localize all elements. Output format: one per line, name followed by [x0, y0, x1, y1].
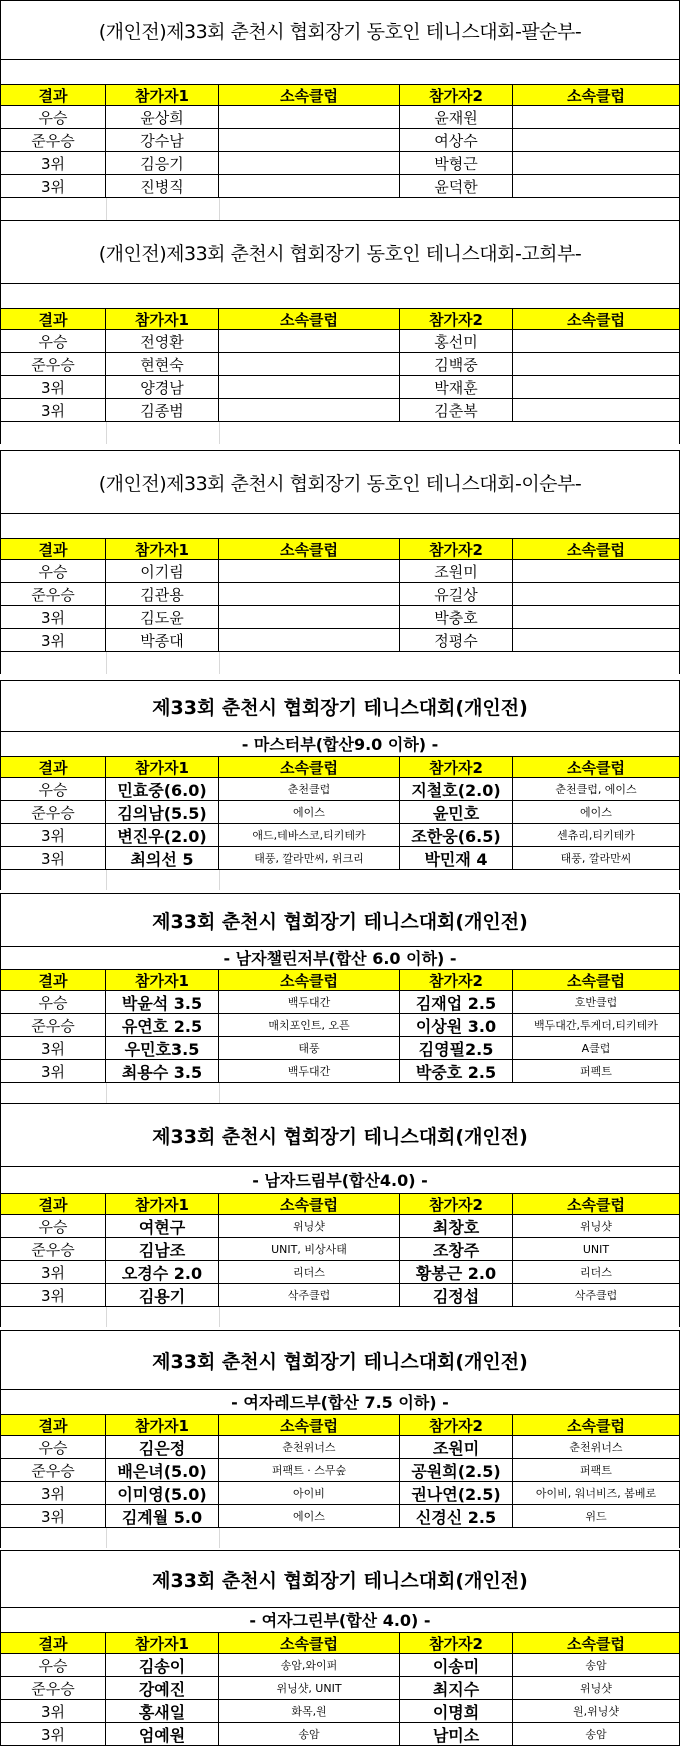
header-player1: 참가자1 — [106, 1415, 219, 1435]
division-subtitle: - 여자그린부(합산 4.0) - — [249, 1610, 431, 1630]
player1-cell: 최의선 5 — [106, 847, 219, 869]
table-row — [1, 152, 679, 175]
player2-cell: 황봉근 2.0 — [400, 1261, 513, 1283]
gridline — [106, 1528, 107, 1548]
club1-cell: UNIT, 비상사태 — [219, 1238, 400, 1260]
club2-cell: 위닝샷 — [580, 1682, 612, 1695]
division-title: 제33회 춘천시 협회장기 테니스대회(개인전) — [1, 1550, 679, 1608]
club1-cell — [219, 583, 400, 605]
player1-cell: 김남조 — [106, 1238, 219, 1260]
player1-cell: 이미영(5.0) — [106, 1482, 219, 1504]
result-cell: 3위 — [1, 629, 106, 651]
table-row — [1, 1723, 679, 1746]
result-cell: 우승 — [1, 1215, 106, 1237]
club2-cell: 송암 — [585, 1659, 607, 1672]
division-title: (개인전)제33회 춘천시 협회장기 동호인 테니스대회-팔순부- — [1, 0, 679, 60]
result-cell: 우승 — [1, 1654, 106, 1676]
club2-cell: 원,위닝샷 — [572, 1705, 619, 1718]
club1-cell: 화목,원 — [219, 1700, 400, 1722]
header-player2: 참가자2 — [400, 1194, 513, 1214]
gridline — [219, 1528, 220, 1548]
player2-cell: 박충호 — [400, 606, 513, 628]
header-club1: 소속클럽 — [219, 1633, 400, 1653]
header-club2: 소속클럽 — [567, 86, 625, 105]
gridline — [219, 422, 220, 444]
result-cell: 3위 — [1, 152, 106, 174]
result-cell: 3위 — [1, 399, 106, 421]
club1-cell: 태풍, 깔라만씨, 위크리 — [219, 847, 400, 869]
player2-cell: 홍선미 — [400, 330, 513, 352]
header-result: 결과 — [1, 1194, 106, 1214]
header-player2: 참가자2 — [400, 970, 513, 990]
club2-cell: UNIT — [582, 1242, 610, 1256]
player1-cell: 홍새일 — [106, 1700, 219, 1722]
table-row — [1, 1037, 679, 1060]
division-subtitle: - 남자챌린저부(합산 6.0 이하) - — [223, 948, 457, 968]
club1-cell: 송암,와이퍼 — [219, 1654, 400, 1676]
result-cell: 3위 — [1, 1037, 106, 1059]
table-header — [1, 1193, 679, 1215]
player2-cell: 최창호 — [400, 1215, 513, 1237]
table-row — [1, 175, 679, 198]
club1-cell: 춘천클럽 — [219, 778, 400, 800]
player2-cell: 윤덕한 — [400, 175, 513, 197]
result-cell: 우승 — [1, 1436, 106, 1458]
division-title: 제33회 춘천시 협회장기 테니스대회(개인전) — [1, 893, 679, 947]
club2-cell — [513, 376, 679, 398]
result-cell: 준우승 — [1, 1238, 106, 1260]
club1-cell — [219, 353, 400, 375]
division-title: 제33회 춘천시 협회장기 테니스대회(개인전) — [1, 680, 679, 732]
club1-cell: 퍼팩트 · 스무숲 — [219, 1459, 400, 1481]
header-player2: 참가자2 — [400, 1633, 513, 1653]
table-row — [1, 1677, 679, 1700]
header-club1: 소속클럽 — [219, 1415, 400, 1435]
player2-cell: 조한웅(6.5) — [400, 824, 513, 846]
result-cell: 3위 — [1, 824, 106, 846]
header-player1: 참가자1 — [106, 539, 219, 559]
club2-cell: 센츄리,티키테카 — [557, 829, 635, 842]
club1-cell: 위닝샷, UNIT — [219, 1677, 400, 1699]
table-row — [1, 1014, 679, 1037]
division-subtitle: - 여자레드부(합산 7.5 이하) - — [231, 1392, 449, 1412]
result-cell: 3위 — [1, 1700, 106, 1722]
club1-cell: 매치포인트, 오픈 — [219, 1014, 400, 1036]
club1-cell — [219, 560, 400, 582]
player1-cell: 김관용 — [106, 583, 219, 605]
club1-cell: 백두대간 — [219, 991, 400, 1013]
gridline — [106, 422, 107, 444]
player1-cell: 변진우(2.0) — [106, 824, 219, 846]
division-subtitle: - 남자드림부(합산4.0) - — [252, 1170, 428, 1190]
club1-cell: 에이스 — [219, 1505, 400, 1527]
table-row — [1, 330, 679, 353]
result-cell: 준우승 — [1, 801, 106, 823]
header-club1: 소속클럽 — [219, 1194, 400, 1214]
result-cell: 3위 — [1, 1060, 106, 1082]
player2-cell: 윤민호 — [400, 801, 513, 823]
header-player2: 참가자2 — [400, 309, 513, 329]
header-club1: 소속클럽 — [219, 85, 400, 105]
gridline — [219, 870, 220, 890]
header-club1: 소속클럽 — [219, 757, 400, 777]
player2-cell: 이송미 — [400, 1654, 513, 1676]
player1-cell: 전영환 — [106, 330, 219, 352]
spacer-row — [1, 512, 679, 538]
player1-cell: 박윤석 3.5 — [106, 991, 219, 1013]
club1-cell — [219, 330, 400, 352]
club1-cell: 삭주클럽 — [219, 1284, 400, 1306]
header-result: 결과 — [1, 1633, 106, 1653]
club2-cell: 퍼팩트 — [580, 1464, 612, 1477]
header-club2: 소속클럽 — [567, 1195, 625, 1214]
table-row — [1, 560, 679, 583]
division-block — [0, 220, 680, 444]
header-player2: 참가자2 — [400, 1415, 513, 1435]
gridline — [106, 652, 107, 674]
club1-cell: 송암 — [219, 1723, 400, 1745]
club1-cell — [219, 152, 400, 174]
player1-cell: 오경수 2.0 — [106, 1261, 219, 1283]
table-header — [1, 308, 679, 330]
player1-cell: 엄예원 — [106, 1723, 219, 1745]
club2-cell: 삭주클럽 — [574, 1289, 618, 1302]
gridline — [106, 1307, 107, 1327]
result-cell: 3위 — [1, 1284, 106, 1306]
table-row — [1, 801, 679, 824]
result-cell: 준우승 — [1, 583, 106, 605]
header-player2: 참가자2 — [400, 757, 513, 777]
club2-cell — [513, 106, 679, 128]
result-cell: 3위 — [1, 1505, 106, 1527]
player1-cell: 우민호3.5 — [106, 1037, 219, 1059]
club1-cell: 애드,테바스코,티키테카 — [219, 824, 400, 846]
table-row — [1, 353, 679, 376]
club1-cell: 리더스 — [219, 1261, 400, 1283]
player2-cell: 박중호 2.5 — [400, 1060, 513, 1082]
club1-cell: 아이비 — [219, 1482, 400, 1504]
player1-cell: 여현구 — [106, 1215, 219, 1237]
spacer-row — [1, 58, 679, 84]
player2-cell: 박민재 4 — [400, 847, 513, 869]
header-player1: 참가자1 — [106, 309, 219, 329]
header-result: 결과 — [1, 1415, 106, 1435]
header-player1: 참가자1 — [106, 85, 219, 105]
division-block — [0, 450, 680, 674]
table-header — [1, 1414, 679, 1436]
player1-cell: 김은정 — [106, 1436, 219, 1458]
header-club1: 소속클럽 — [219, 309, 400, 329]
club2-cell — [513, 399, 679, 421]
result-cell: 3위 — [1, 847, 106, 869]
result-cell: 3위 — [1, 1482, 106, 1504]
club1-cell — [219, 106, 400, 128]
player2-cell: 유길상 — [400, 583, 513, 605]
spacer-row — [1, 282, 679, 308]
gridline — [106, 198, 107, 220]
player1-cell: 민효중(6.0) — [106, 778, 219, 800]
result-cell: 준우승 — [1, 1677, 106, 1699]
header-club2: 소속클럽 — [567, 1634, 625, 1653]
club2-cell: 퍼펙트 — [580, 1065, 612, 1078]
gridline — [219, 1307, 220, 1327]
result-cell: 우승 — [1, 560, 106, 582]
club1-cell: 에이스 — [219, 801, 400, 823]
player2-cell: 조원미 — [400, 1436, 513, 1458]
player2-cell: 조원미 — [400, 560, 513, 582]
header-club1: 소속클럽 — [219, 970, 400, 990]
spacer-row — [1, 652, 679, 674]
table-header — [1, 1632, 679, 1654]
header-player1: 참가자1 — [106, 1194, 219, 1214]
club2-cell: 에이스 — [580, 806, 612, 819]
club1-cell — [219, 175, 400, 197]
division-title: 제33회 춘천시 협회장기 테니스대회(개인전) — [1, 1330, 679, 1390]
spacer-row — [1, 1528, 679, 1548]
player2-cell: 공원희(2.5) — [400, 1459, 513, 1481]
player1-cell: 김도윤 — [106, 606, 219, 628]
player2-cell: 김백중 — [400, 353, 513, 375]
club2-cell — [513, 129, 679, 151]
header-player2: 참가자2 — [400, 85, 513, 105]
player1-cell: 강예진 — [106, 1677, 219, 1699]
club1-cell — [219, 376, 400, 398]
club1-cell — [219, 129, 400, 151]
table-row — [1, 1505, 679, 1528]
header-club2: 소속클럽 — [567, 758, 625, 777]
gridline — [106, 1083, 107, 1103]
table-row — [1, 1700, 679, 1723]
player1-cell: 이기림 — [106, 560, 219, 582]
club2-cell — [513, 629, 679, 651]
gridline — [106, 870, 107, 890]
table-row — [1, 824, 679, 847]
table-row — [1, 1060, 679, 1083]
player2-cell: 이명희 — [400, 1700, 513, 1722]
club1-cell: 백두대간 — [219, 1060, 400, 1082]
player1-cell: 김종범 — [106, 399, 219, 421]
club2-cell — [513, 560, 679, 582]
club2-cell: 춘천클럽, 에이스 — [555, 783, 637, 796]
division-title: 제33회 춘천시 협회장기 테니스대회(개인전) — [1, 1103, 679, 1167]
division-block — [0, 0, 680, 220]
player2-cell: 여상수 — [400, 129, 513, 151]
result-cell: 우승 — [1, 991, 106, 1013]
header-player1: 참가자1 — [106, 1633, 219, 1653]
club1-cell — [219, 629, 400, 651]
player1-cell: 진병직 — [106, 175, 219, 197]
spacer-row — [1, 1083, 679, 1103]
table-header — [1, 969, 679, 991]
division-block — [0, 1330, 680, 1548]
table-row — [1, 847, 679, 870]
division-subtitle: - 마스터부(합산9.0 이하) - — [241, 734, 439, 754]
club2-cell: A클럽 — [581, 1042, 611, 1055]
header-result: 결과 — [1, 309, 106, 329]
player2-cell: 김재업 2.5 — [400, 991, 513, 1013]
table-header — [1, 756, 679, 778]
player2-cell: 권나연(2.5) — [400, 1482, 513, 1504]
club2-cell: 춘천위너스 — [569, 1441, 623, 1454]
club2-cell — [513, 353, 679, 375]
table-header — [1, 84, 679, 106]
player1-cell: 강수남 — [106, 129, 219, 151]
player1-cell: 유연호 2.5 — [106, 1014, 219, 1036]
result-cell: 준우승 — [1, 129, 106, 151]
result-cell: 3위 — [1, 1261, 106, 1283]
club2-cell — [513, 606, 679, 628]
table-row — [1, 1482, 679, 1505]
result-cell: 3위 — [1, 606, 106, 628]
club2-cell — [513, 175, 679, 197]
player1-cell: 김용기 — [106, 1284, 219, 1306]
header-club2: 소속클럽 — [567, 1416, 625, 1435]
table-row — [1, 106, 679, 129]
player2-cell: 최지수 — [400, 1677, 513, 1699]
spacer-row — [1, 870, 679, 890]
table-row — [1, 1261, 679, 1284]
club1-cell — [219, 606, 400, 628]
club1-cell: 춘천위너스 — [219, 1436, 400, 1458]
table-row — [1, 606, 679, 629]
player2-cell: 김정섭 — [400, 1284, 513, 1306]
header-player1: 참가자1 — [106, 757, 219, 777]
header-club2: 소속클럽 — [567, 971, 625, 990]
result-cell: 우승 — [1, 778, 106, 800]
header-result: 결과 — [1, 85, 106, 105]
club1-cell: 태풍 — [219, 1037, 400, 1059]
club1-cell: 위닝샷 — [219, 1215, 400, 1237]
player2-cell: 신경신 2.5 — [400, 1505, 513, 1527]
result-cell: 우승 — [1, 106, 106, 128]
club2-cell: 아이비, 워너비즈, 봄베로 — [535, 1487, 657, 1500]
player1-cell: 김응기 — [106, 152, 219, 174]
table-row — [1, 129, 679, 152]
player2-cell: 남미소 — [400, 1723, 513, 1745]
header-player2: 참가자2 — [400, 539, 513, 559]
table-row — [1, 1284, 679, 1307]
gridline — [219, 1083, 220, 1103]
player2-cell: 이상원 3.0 — [400, 1014, 513, 1036]
club2-cell: 태풍, 깔라만씨 — [560, 852, 632, 865]
player1-cell: 배은녀(5.0) — [106, 1459, 219, 1481]
table-row — [1, 1238, 679, 1261]
division-block — [0, 1550, 680, 1746]
table-header — [1, 538, 679, 560]
player2-cell: 정평수 — [400, 629, 513, 651]
player1-cell: 김의남(5.5) — [106, 801, 219, 823]
player2-cell: 박재훈 — [400, 376, 513, 398]
result-cell: 준우승 — [1, 1459, 106, 1481]
result-cell: 우승 — [1, 330, 106, 352]
spacer-row — [1, 198, 679, 220]
table-row — [1, 1215, 679, 1238]
division-block — [0, 893, 680, 1103]
division-title: (개인전)제33회 춘천시 협회장기 동호인 테니스대회-이순부- — [1, 450, 679, 514]
division-block — [0, 680, 680, 890]
player1-cell: 김계월 5.0 — [106, 1505, 219, 1527]
club2-cell: 호반클럽 — [574, 996, 618, 1009]
table-row — [1, 1459, 679, 1482]
header-club2: 소속클럽 — [567, 540, 625, 559]
table-row — [1, 1436, 679, 1459]
table-row — [1, 583, 679, 606]
header-club1: 소속클럽 — [219, 539, 400, 559]
player1-cell: 박종대 — [106, 629, 219, 651]
player2-cell: 지철호(2.0) — [400, 778, 513, 800]
result-cell: 준우승 — [1, 1014, 106, 1036]
club2-cell: 리더스 — [580, 1266, 612, 1279]
player2-cell: 김춘복 — [400, 399, 513, 421]
result-cell: 3위 — [1, 175, 106, 197]
table-row — [1, 399, 679, 422]
header-club2: 소속클럽 — [567, 310, 625, 329]
player1-cell: 윤상희 — [106, 106, 219, 128]
player2-cell: 조창주 — [400, 1238, 513, 1260]
table-row — [1, 376, 679, 399]
gridline — [219, 652, 220, 674]
club2-cell: 위드 — [585, 1510, 607, 1523]
club2-cell: 송암 — [585, 1728, 607, 1741]
club1-cell — [219, 399, 400, 421]
club2-cell — [513, 330, 679, 352]
gridline — [219, 198, 220, 220]
player1-cell: 양경남 — [106, 376, 219, 398]
player1-cell: 김송이 — [106, 1654, 219, 1676]
player2-cell: 박형근 — [400, 152, 513, 174]
result-cell: 3위 — [1, 376, 106, 398]
spacer-row — [1, 1307, 679, 1327]
header-result: 결과 — [1, 757, 106, 777]
spacer-row — [1, 422, 679, 444]
division-title: (개인전)제33회 춘천시 협회장기 동호인 테니스대회-고희부- — [1, 220, 679, 284]
player2-cell: 윤재원 — [400, 106, 513, 128]
table-row — [1, 778, 679, 801]
division-block — [0, 1103, 680, 1327]
player1-cell: 현현숙 — [106, 353, 219, 375]
header-player1: 참가자1 — [106, 970, 219, 990]
club2-cell — [513, 583, 679, 605]
table-row — [1, 1654, 679, 1677]
player1-cell: 최용수 3.5 — [106, 1060, 219, 1082]
table-row — [1, 991, 679, 1014]
header-result: 결과 — [1, 539, 106, 559]
player2-cell: 김영필2.5 — [400, 1037, 513, 1059]
club2-cell — [513, 152, 679, 174]
result-cell: 3위 — [1, 1723, 106, 1745]
club2-cell: 백두대간,투게더,티키테카 — [534, 1019, 658, 1032]
header-result: 결과 — [1, 970, 106, 990]
club2-cell: 위닝샷 — [580, 1220, 612, 1233]
table-row — [1, 629, 679, 652]
result-cell: 준우승 — [1, 353, 106, 375]
